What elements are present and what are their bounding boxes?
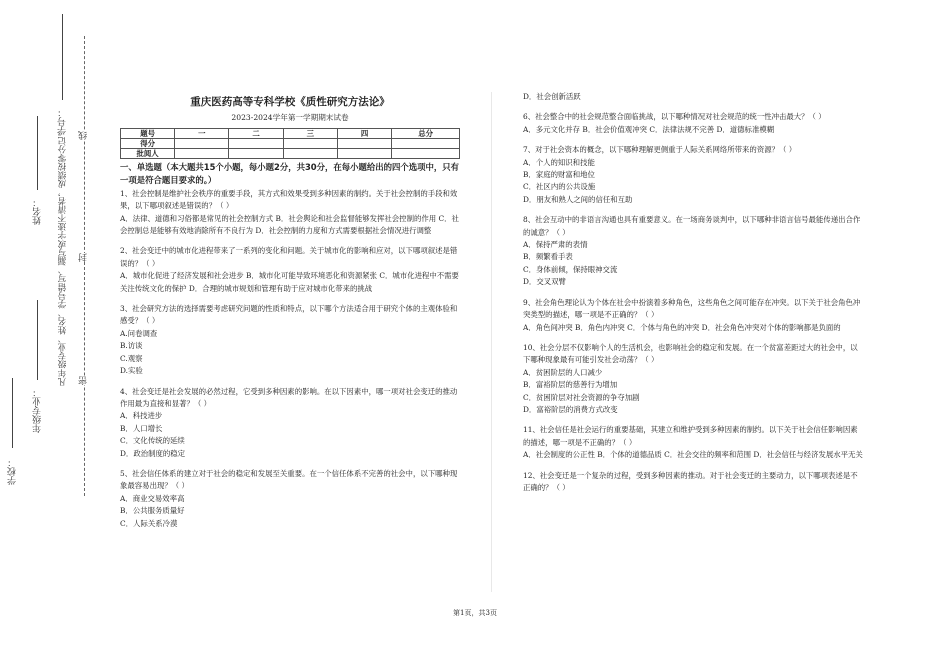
score-table-row (121, 138, 460, 148)
score-header-cell: 一 (175, 128, 229, 138)
score-header-cell: 三 (283, 128, 337, 138)
question-stem: 2、社会变迁中的城市化进程带来了一系列的变化和问题。关于城市化的影响和应对，以下哪项叙述是错误的？（ ） (120, 246, 458, 268)
question-stem: 12、社会变迁是一个复杂的过程，受到多种因素的推动。对于社会变迁的主要动力，以下哪项表述是不正确的？（ ） (523, 470, 858, 492)
answer-option[interactable]: A．多元文化并存 B．社会价值观冲突 C．法律法规不完善 D．道德标准模糊 (523, 124, 775, 134)
answer-option[interactable]: B．家庭的财富和地位 (523, 170, 595, 180)
answer-option[interactable]: C．文化传统的延续 (120, 436, 185, 446)
question-item (523, 144, 863, 206)
answer-option[interactable]: C.观察 (120, 353, 143, 363)
exam-subtitle: 2023-2024学年第一学期期末试卷 (231, 113, 349, 123)
school-field[interactable] (12, 378, 13, 448)
answer-option[interactable]: A．角色间冲突 B．角色内冲突 C．个体与角色的冲突 D．社会角色冲突对个体的影响都是负面的 (523, 322, 841, 332)
score-table (120, 128, 460, 159)
score-cell[interactable] (175, 138, 229, 148)
question-item (120, 303, 460, 377)
question-item (523, 470, 863, 495)
score-cell[interactable] (175, 148, 229, 158)
grade-field[interactable] (37, 300, 38, 380)
page-number: 第1页，共3页 (453, 609, 497, 617)
section-heading: 一、单选题（本大题共15个小题，每小题2分，共30分，在每小题给出的四个选项中，只有一项是符合题目要求的。） (120, 161, 460, 185)
question-item (523, 214, 863, 288)
score-cell[interactable] (229, 138, 283, 148)
answer-option[interactable]: A．科技进步 (120, 411, 163, 421)
exam-title: 重庆医药高等专科学校《质性研究方法论》 (190, 96, 390, 108)
answer-option[interactable]: D．朋友和熟人之间的信任和互助 (523, 194, 633, 204)
score-row-label: 批阅人 (121, 148, 175, 158)
question-stem: 8、社会互动中的非语言沟通也具有重要意义。在一场商务谈判中，以下哪种非语言信号最能传递出合作的诚意？（ ） (523, 215, 861, 237)
answer-option[interactable]: B．频繁看手表 (523, 252, 573, 262)
answer-option[interactable]: A．保持严肃的表情 (523, 240, 588, 250)
score-header-cell: 总分 (392, 128, 460, 138)
warning-text: 凡年级专业、姓名、学号错写、漏写或字迹不清者，成绩按零分记。 (58, 128, 68, 386)
seal-line (84, 36, 85, 496)
question-stem: 3、社会研究方法的选择需要考虑研究问题的性质和特点，以下哪个方法适合用于研究个体的主观体验和感受？（ ） (120, 304, 458, 326)
name-label: 姓名： (33, 198, 43, 225)
name-field[interactable] (37, 116, 38, 190)
question-stem: 6、社会整合中的社会规范整合面临挑战，以下哪种情况对社会规范的统一性冲击最大？（ ） (523, 112, 826, 122)
binding-margin (0, 0, 110, 672)
answer-option[interactable]: C．身体前倾，保持眼神交流 (523, 264, 618, 274)
score-table-header-row (121, 128, 460, 138)
answer-option[interactable]: B．人口增长 (120, 423, 163, 433)
question-item (120, 468, 460, 530)
answer-option[interactable]: A．贫困阶层的人口减少 (523, 367, 603, 377)
question-item (120, 386, 460, 460)
score-cell[interactable] (283, 138, 337, 148)
answer-option[interactable]: B.访谈 (120, 341, 143, 351)
score-cell[interactable] (283, 148, 337, 158)
question-stem: 5、社会信任体系的建立对于社会的稳定和发展至关重要。在一个信任体系不完善的社会中，以下哪种现象最容易出现？（ ） (120, 468, 458, 491)
question-stem: 10、社会分层不仅影响个人的生活机会，也影响社会的稳定和发展。在一个贫富差距过大的社会中，以下哪种现象最有可能引发社会动荡？（ ） (523, 342, 858, 365)
school-label: 学校： (8, 458, 18, 485)
answer-option[interactable]: A．商业交易效率高 (120, 493, 185, 503)
answer-option[interactable]: B．公共服务质量好 (120, 506, 185, 516)
score-cell[interactable] (337, 138, 391, 148)
answer-option[interactable]: D．交叉双臂 (523, 277, 566, 287)
question-item (120, 245, 460, 295)
score-cell[interactable] (392, 138, 460, 148)
seal-char-xian: 线 (79, 131, 89, 140)
answer-option[interactable]: D．政治制度的稳定 (120, 448, 186, 458)
answer-option[interactable]: C．社区内的公共设施 (523, 182, 596, 192)
answer-option[interactable]: D.实验 (120, 366, 143, 376)
right-column (523, 91, 863, 494)
answer-option[interactable]: C．贫困阶层对社会资源的争夺加剧 (523, 392, 640, 402)
seal-char-feng: 封 (79, 253, 89, 262)
answer-option[interactable]: B．富裕阶层的慈善行为增加 (523, 380, 618, 390)
score-row-label: 得分 (121, 138, 175, 148)
question-stem: 1、社会控制是维护社会秩序的重要手段，其方式和效果受到多种因素的制约。关于社会控制的手段和效果，以下哪项叙述是错误的？（ ） (120, 188, 458, 211)
question-item (523, 297, 863, 334)
question-item (120, 188, 460, 238)
right-question-list (523, 91, 863, 494)
answer-option[interactable]: D．富裕阶层的消费方式改变 (523, 404, 618, 414)
answer-option[interactable]: A.问卷调查 (120, 328, 158, 338)
seal-char-mi: 密 (79, 376, 89, 385)
answer-option[interactable]: A．城市化促进了经济发展和社会进步 B．城市化可能导致环境恶化和资源紧张 C．城市化进程中不需要关注传统文化的保护 D．合理的城市规划和管理有助于应对城市化带来的挑战 (120, 271, 459, 293)
answer-option[interactable]: A．法律、道德和习俗都是常见的社会控制方式 B．社会舆论和社会监督能够发挥社会控制的作用 C．社会控制总是能够有效地消除所有不良行为 D．社会控制的力度和方式需要根据社会情况进行调整 (120, 213, 459, 236)
question-item (523, 342, 863, 416)
score-header-cell: 二 (229, 128, 283, 138)
column-divider (491, 92, 492, 592)
question-stem: 11、社会信任是社会运行的重要基础，其建立和维护受到多种因素的制约。以下关于社会信任影响因素的描述，哪一项是不正确的？（ ） (523, 425, 858, 447)
score-cell[interactable] (392, 148, 460, 158)
answer-option[interactable]: D．社会创新活跃 (523, 92, 581, 101)
question-item (523, 424, 863, 461)
score-header-cell: 题号 (121, 128, 175, 138)
score-header-cell: 四 (337, 128, 391, 138)
grade-label: 年级专业： (33, 388, 43, 433)
answer-option[interactable]: A．社会制度的公正性 B．个体的道德品质 C．社会交往的频率和范围 D．社会信任与经济发展水平无关 (523, 450, 863, 460)
question-item (523, 111, 863, 136)
question-stem: 7、对于社会资本的概念，以下哪种理解更侧重于人际关系网络所带来的资源？（ ） (523, 145, 797, 155)
id-field[interactable] (62, 14, 63, 100)
score-cell[interactable] (229, 148, 283, 158)
left-question-list (120, 188, 460, 530)
score-table-row (121, 148, 460, 158)
score-cell[interactable] (337, 148, 391, 158)
question-stem: 4、社会变迁是社会发展的必然过程，它受到多种因素的影响。在以下因素中，哪一项对社会变迁的推动作用最为直接和显著？（ ） (120, 386, 458, 408)
id-label: 学号： (58, 108, 68, 135)
question-stem: 9、社会角色理论认为个体在社会中扮演着多种角色，这些角色之间可能存在冲突。以下关于社会角色冲突类型的描述，哪一项是不正确的？（ ） (523, 297, 861, 320)
question-item (523, 91, 863, 103)
answer-option[interactable]: C．人际关系冷漠 (120, 518, 178, 528)
answer-option[interactable]: A．个人的知识和技能 (523, 157, 595, 167)
left-column (120, 96, 460, 530)
